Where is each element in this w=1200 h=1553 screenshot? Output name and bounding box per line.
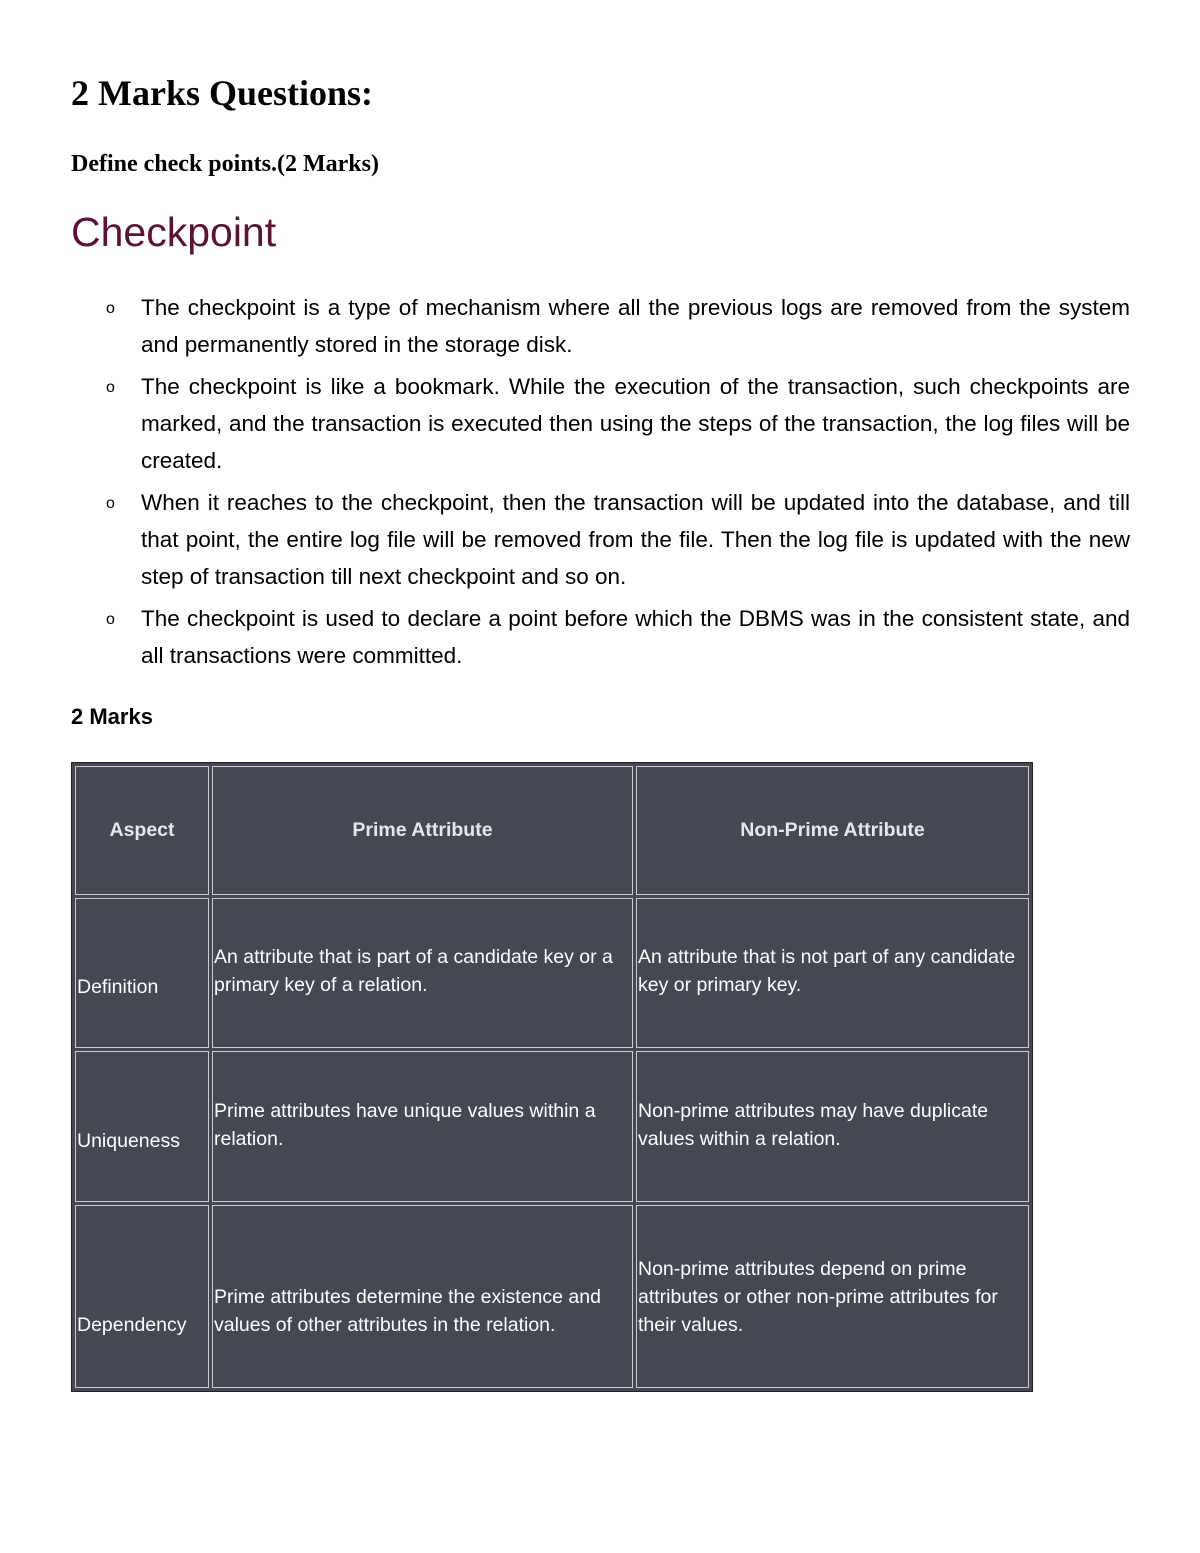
- table-header-row: [75, 766, 1029, 895]
- list-item: [71, 600, 1130, 674]
- table-row: [75, 1205, 1029, 1388]
- table-cell: Non-prime attributes may have duplicate values within a relation.: [636, 1051, 1029, 1202]
- list-item: [71, 484, 1130, 595]
- marks-label: 2 Marks: [71, 704, 153, 729]
- comparison-table-container: [71, 762, 1033, 1392]
- topic-heading: Checkpoint: [71, 209, 277, 255]
- table-cell: Prime attributes determine the existence and values of other attributes in the relation.: [212, 1205, 633, 1388]
- bullet-circle-icon: o: [106, 611, 115, 628]
- list-item: [71, 289, 1130, 363]
- table-row: [75, 1051, 1029, 1202]
- bullet-text: The checkpoint is used to declare a point before which the DBMS was in the consistent state, and all transactions were committed.: [141, 606, 1130, 668]
- header-prime-attribute: Prime Attribute: [212, 766, 633, 895]
- bullet-circle-icon: o: [106, 379, 115, 396]
- checkpoint-bullet-list: [71, 289, 1130, 679]
- table-cell: Non-prime attributes depend on prime attributes or other non-prime attributes for their values.: [636, 1205, 1029, 1388]
- page-title: 2 Marks Questions:: [71, 73, 374, 113]
- header-non-prime-attribute: Non-Prime Attribute: [636, 766, 1029, 895]
- table-cell: An attribute that is not part of any candidate key or primary key.: [636, 898, 1029, 1049]
- row-label-definition: Definition: [75, 898, 209, 1049]
- row-label-dependency: Dependency: [75, 1205, 209, 1388]
- header-aspect: Aspect: [75, 766, 209, 895]
- bullet-text: When it reaches to the checkpoint, then the transaction will be updated into the database, and till that point, the entire log file will be removed from the file. Then the log file is updated with the new step of transaction till next checkpoint and so on.: [141, 490, 1130, 589]
- list-item: [71, 368, 1130, 479]
- prime-vs-nonprime-table: [72, 763, 1032, 1391]
- bullet-text: The checkpoint is like a bookmark. While the execution of the transaction, such checkpoints are marked, and the transaction is executed then using the steps of the transaction, the log files will be created.: [141, 374, 1130, 473]
- bullet-text: The checkpoint is a type of mechanism where all the previous logs are removed from the system and permanently stored in the storage disk.: [141, 295, 1130, 357]
- row-label-uniqueness: Uniqueness: [75, 1051, 209, 1202]
- table-cell: Prime attributes have unique values within a relation.: [212, 1051, 633, 1202]
- table-cell: An attribute that is part of a candidate key or a primary key of a relation.: [212, 898, 633, 1049]
- question-heading: Define check points.(2 Marks): [71, 151, 379, 177]
- bullet-circle-icon: o: [106, 300, 115, 317]
- bullet-circle-icon: o: [106, 495, 115, 512]
- table-row: [75, 898, 1029, 1049]
